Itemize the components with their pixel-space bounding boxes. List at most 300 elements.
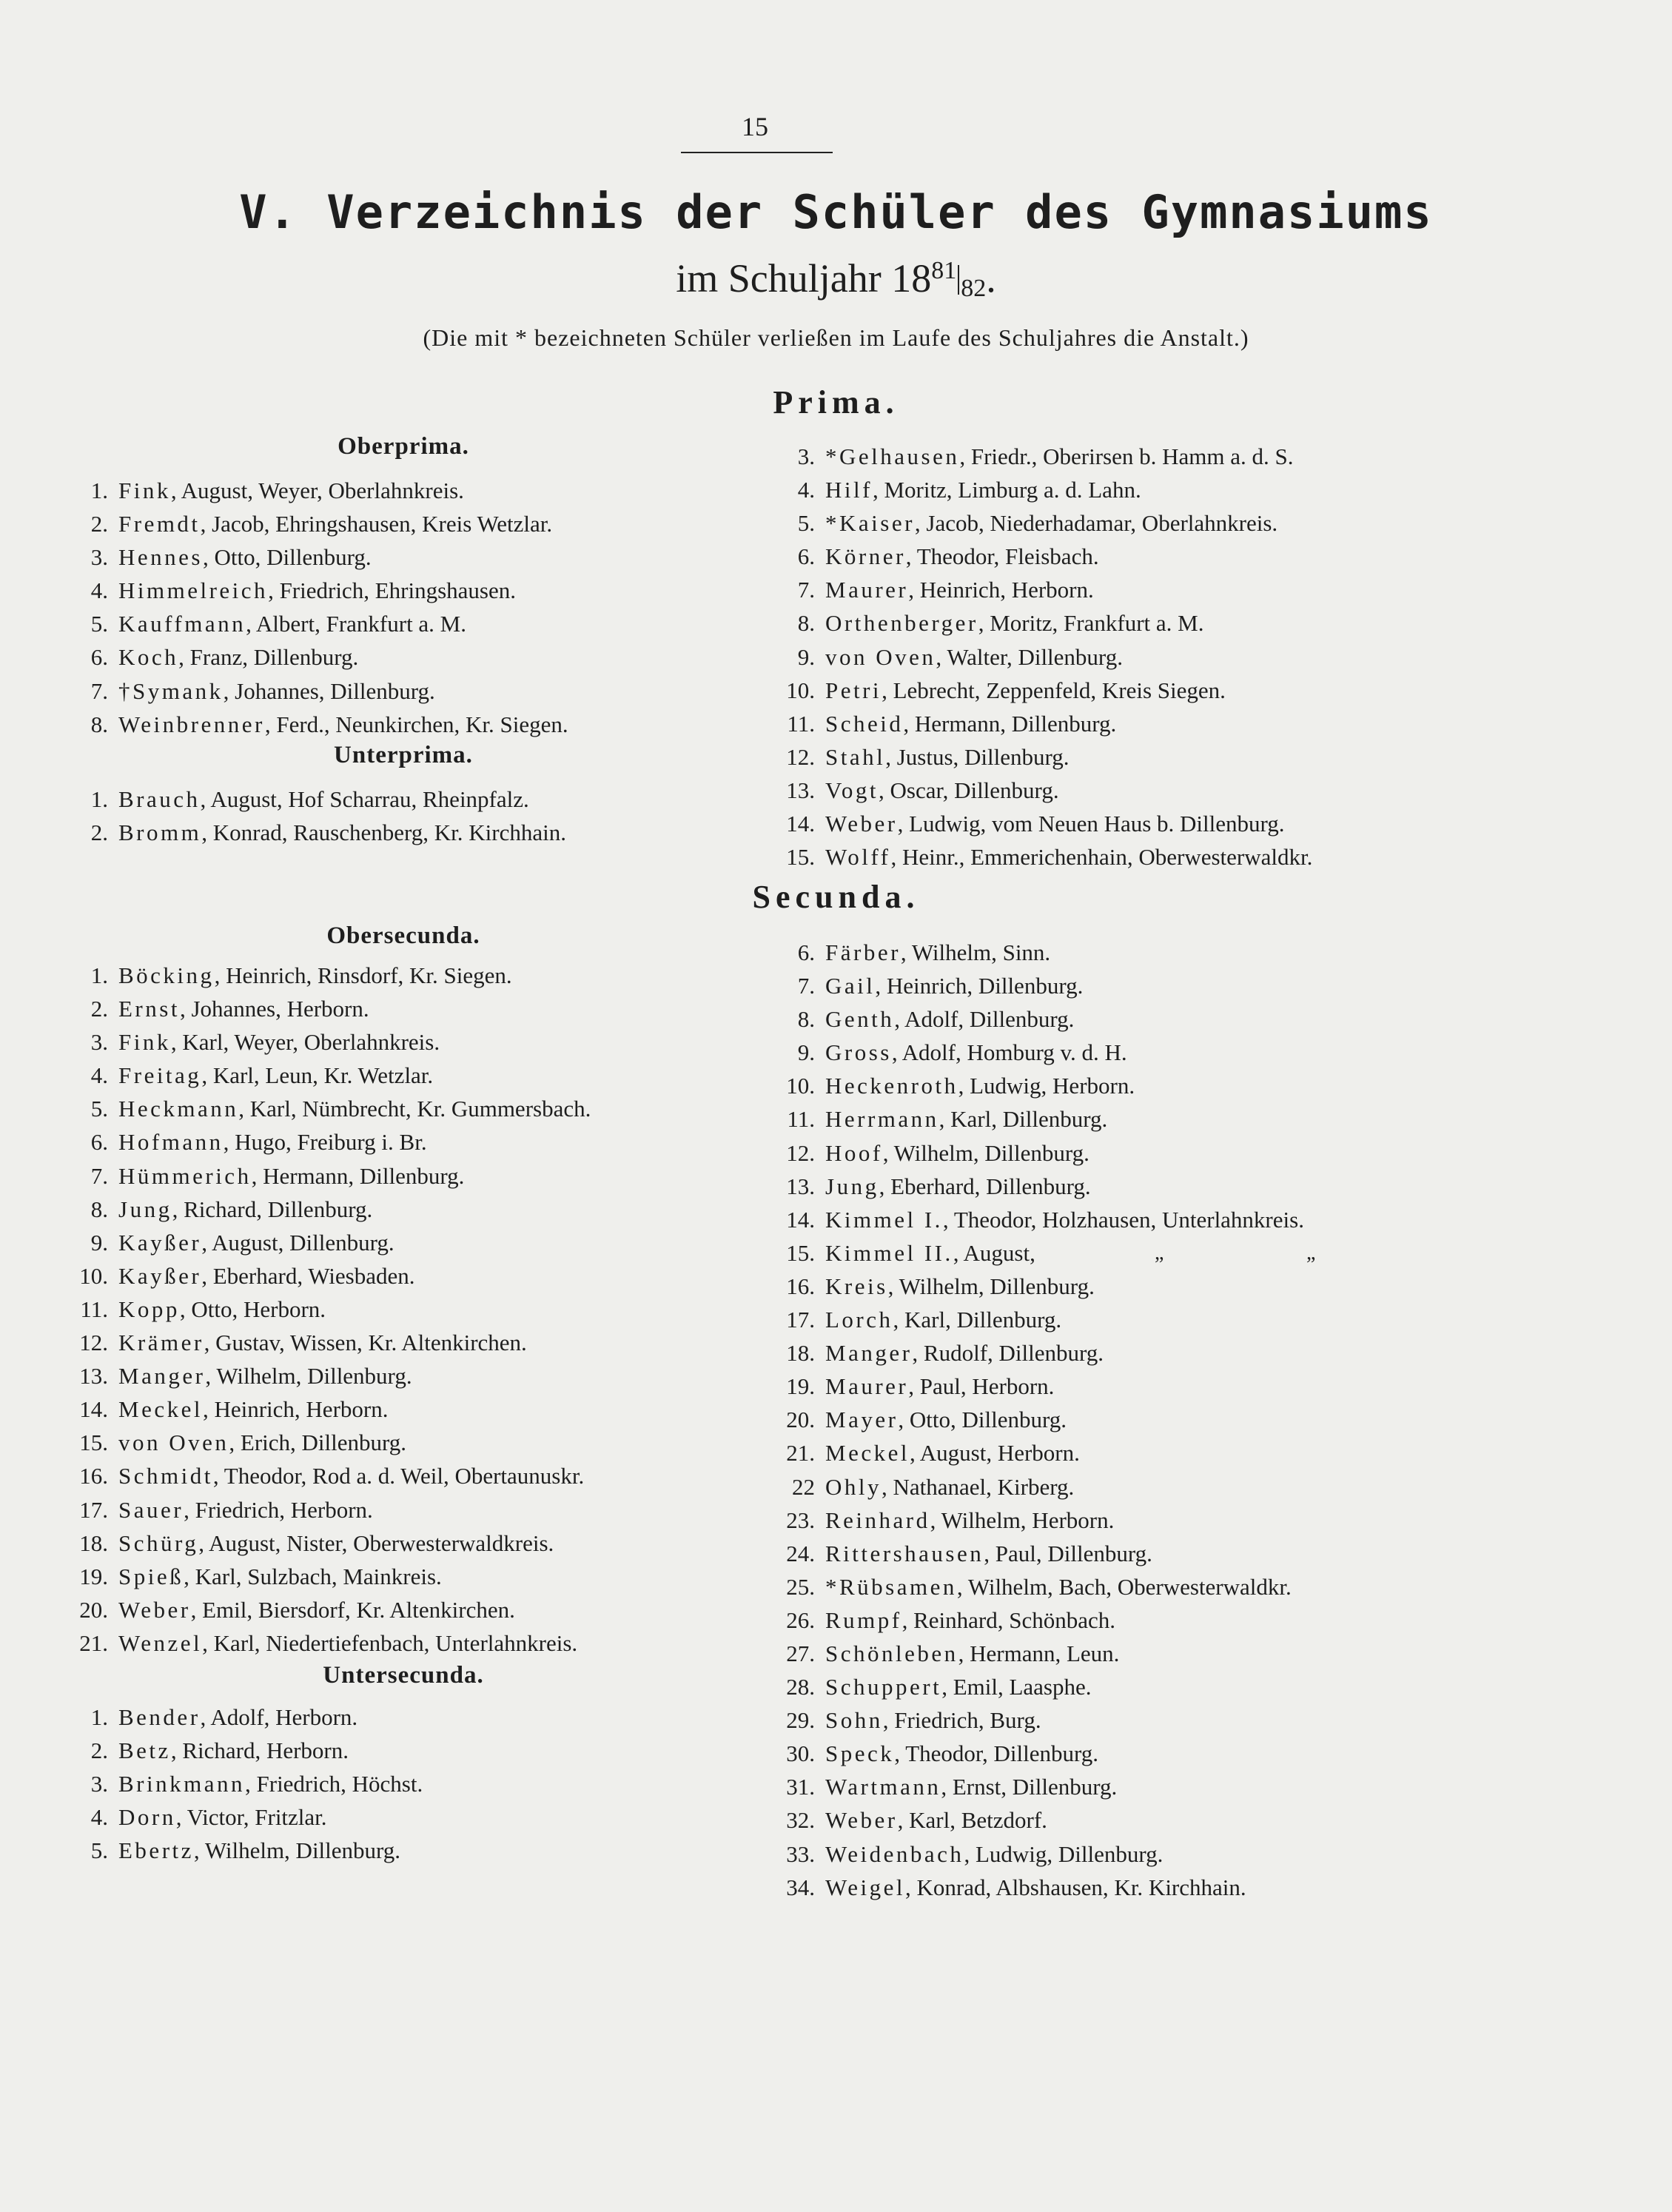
student-surname: Spieß [118, 1563, 184, 1589]
student-entry [751, 807, 1312, 840]
student-details: , Friedrich, Herborn. [184, 1496, 373, 1523]
student-details: , Heinrich, Herborn. [908, 577, 1094, 603]
student-surname: Kimmel II. [825, 1239, 953, 1266]
student-number: 5. [90, 611, 108, 637]
student-entry [751, 1537, 1304, 1570]
student-surname: Stahl [825, 743, 886, 770]
student-surname: Jung [118, 1196, 172, 1222]
student-entry [751, 1703, 1304, 1737]
student-entry [44, 1226, 591, 1259]
student-entry [751, 1570, 1304, 1603]
student-details: , August, Hof Scharrau, Rheinpfalz. [200, 786, 529, 812]
student-surname: Herrmann [825, 1106, 939, 1133]
student-number: 7. [797, 973, 815, 999]
student-entry [44, 1092, 591, 1125]
student-entry [751, 473, 1312, 506]
student-surname: Sauer [118, 1496, 184, 1523]
student-surname: Körner [825, 543, 906, 570]
student-number: 10. [786, 677, 815, 703]
student-details: , Franz, Dillenburg. [178, 644, 359, 671]
student-entry [44, 1767, 423, 1800]
student-details: , Richard, Herborn. [170, 1737, 349, 1764]
student-details: , Johannes, Dillenburg. [223, 677, 435, 704]
student-number: 25. [786, 1573, 815, 1600]
student-number: 7. [90, 677, 108, 704]
student-surname: Hümmerich [118, 1162, 252, 1189]
student-number: 6. [90, 644, 108, 671]
student-entry [751, 1837, 1304, 1871]
student-entry [751, 1603, 1304, 1637]
student-number: 8. [90, 711, 108, 737]
student-details: , Friedrich, Ehringshausen. [268, 577, 516, 604]
student-surname: Brauch [118, 786, 201, 812]
heading-unterprima: Unterprima. [334, 742, 473, 768]
student-entry [44, 1800, 423, 1834]
student-entry [751, 1002, 1304, 1036]
student-entry [44, 574, 568, 607]
student-surname: Weinbrenner [118, 711, 265, 737]
student-number: 9. [90, 1229, 108, 1256]
student-number: 10. [79, 1262, 108, 1289]
student-details: , Wilhelm, Dillenburg. [193, 1837, 401, 1864]
student-entry [44, 708, 568, 741]
student-details: , Heinrich, Herborn. [202, 1396, 389, 1423]
student-entry [751, 1670, 1304, 1703]
student-entry [751, 1637, 1304, 1670]
student-entry [44, 1125, 591, 1159]
student-entry [751, 606, 1312, 640]
student-surname: Weber [825, 811, 898, 837]
student-surname: Gail [825, 973, 876, 999]
document-subtitle [0, 255, 1672, 303]
student-surname: Betz [118, 1737, 171, 1764]
student-details: , Hermann, Dillenburg. [903, 710, 1117, 737]
student-details: , Theodor, Rod a. d. Weil, Obertaunuskr. [212, 1463, 585, 1489]
student-surname: †Symank [118, 677, 224, 704]
student-surname: Kauffmann [118, 611, 246, 637]
student-details: , Friedrich, Höchst. [245, 1771, 423, 1797]
student-details: , Johannes, Herborn. [179, 996, 369, 1022]
student-number: 19. [786, 1373, 815, 1400]
student-details: , Karl, Nümbrecht, Kr. Gummersbach. [238, 1096, 591, 1122]
student-details: , Heinrich, Rinsdorf, Kr. Siegen. [214, 962, 512, 988]
student-details: , Albert, Frankfurt a. M. [246, 611, 466, 637]
student-details: , Theodor, Fleisbach. [905, 543, 1099, 570]
student-details: , Justus, Dillenburg. [885, 743, 1070, 770]
student-number: 16. [79, 1463, 108, 1489]
student-surname: Weigel [825, 1874, 906, 1900]
student-entry [44, 1392, 591, 1426]
student-entry [751, 440, 1312, 473]
student-number: 13. [786, 1173, 815, 1199]
student-details: , Wilhelm, Dillenburg. [882, 1139, 1090, 1166]
student-surname: Schmidt [118, 1463, 213, 1489]
student-details: , Victor, Fritzlar. [175, 1804, 327, 1831]
student-surname: Rittershausen [825, 1540, 984, 1566]
student-entry [44, 1834, 423, 1867]
student-number: 1. [90, 477, 108, 503]
student-surname: Schönleben [825, 1640, 958, 1666]
student-number: 24. [786, 1540, 815, 1566]
student-number: 4. [90, 577, 108, 604]
student-details: , Moritz, Limburg a. d. Lahn. [872, 477, 1141, 503]
student-number: 3. [90, 1771, 108, 1797]
student-details: , Wilhelm, Dillenburg. [887, 1273, 1095, 1299]
student-entry [44, 474, 568, 507]
student-number: 1. [90, 962, 108, 988]
student-entry [751, 840, 1312, 874]
student-entry [44, 1734, 423, 1767]
student-number: 6. [797, 543, 815, 570]
student-details: , Heinr., Emmerichenhain, Oberwesterwaldkr. [890, 844, 1313, 871]
student-surname: Rumpf [825, 1606, 902, 1633]
student-surname: Reinhard [825, 1506, 930, 1533]
student-number: 12. [786, 743, 815, 770]
student-surname: Meckel [118, 1396, 203, 1423]
student-number: 5. [90, 1837, 108, 1864]
student-entry [751, 506, 1312, 540]
student-number: 15. [79, 1430, 108, 1456]
student-entry [751, 969, 1304, 1002]
student-entry [751, 1336, 1304, 1370]
student-entry [44, 1560, 591, 1593]
page-number-rule [681, 152, 833, 153]
student-surname: Lorch [825, 1307, 893, 1333]
student-entry [751, 1770, 1304, 1803]
student-details: , Hermann, Leun. [958, 1640, 1120, 1666]
student-number: 11. [80, 1296, 108, 1322]
student-entry [44, 640, 568, 674]
student-details: , Emil, Biersdorf, Kr. Altenkirchen. [190, 1596, 515, 1623]
student-entry [751, 1170, 1304, 1203]
student-details: , Ludwig, vom Neuen Haus b. Dillenburg. [897, 811, 1285, 837]
student-surname: Meckel [825, 1440, 910, 1467]
student-number: 1. [90, 1704, 108, 1730]
student-surname: Schuppert [825, 1674, 942, 1700]
student-details: , Ludwig, Herborn. [958, 1073, 1135, 1099]
student-surname: Fink [118, 1029, 171, 1056]
list-secunda-continued [751, 936, 1316, 1904]
student-surname: Bromm [118, 820, 202, 846]
student-surname: Weidenbach [825, 1840, 964, 1867]
student-surname: Maurer [825, 1373, 909, 1400]
student-surname: Hennes [118, 544, 203, 571]
student-surname: Gross [825, 1039, 892, 1066]
student-number: 4. [797, 477, 815, 503]
student-details: , Adolf, Dillenburg. [894, 1006, 1075, 1033]
student-number: 22 [792, 1473, 815, 1500]
student-number: 6. [90, 1129, 108, 1156]
student-entry [751, 1203, 1304, 1236]
student-entry [751, 1370, 1304, 1403]
student-details: , Karl, Dillenburg. [939, 1106, 1108, 1133]
student-number: 2. [90, 1737, 108, 1764]
student-surname: Wenzel [118, 1629, 203, 1656]
student-number: 4. [90, 1062, 108, 1089]
ditto-mark: „ [1306, 1241, 1316, 1264]
student-entry [751, 1737, 1304, 1770]
student-details: , Eberhard, Wiesbaden. [201, 1262, 415, 1289]
student-number: 19. [79, 1563, 108, 1589]
student-surname: Maurer [825, 577, 909, 603]
student-details: , Theodor, Dillenburg. [894, 1740, 1098, 1767]
student-surname: Koch [118, 644, 179, 671]
student-entry [751, 573, 1312, 606]
student-details: , Rudolf, Dillenburg. [912, 1340, 1104, 1367]
student-details: , Paul, Herborn. [908, 1373, 1055, 1400]
student-number: 12. [79, 1330, 108, 1356]
student-surname: Ebertz [118, 1837, 194, 1864]
page-number: 15 [742, 112, 768, 141]
student-entry [44, 959, 591, 992]
student-surname: von Oven [825, 643, 936, 670]
student-entry [44, 1459, 591, 1492]
student-details: , Karl, Niedertiefenbach, Unterlahnkreis. [202, 1629, 578, 1656]
student-entry [44, 1700, 423, 1734]
heading-untersecunda: Untersecunda. [323, 1662, 484, 1689]
student-details: , Karl, Leun, Kr. Wetzlar. [201, 1062, 434, 1089]
student-surname: Fink [118, 477, 171, 503]
document-title: V. Verzeichnis der Schüler des Gymnasiums [239, 185, 1433, 239]
student-details: , August, Nister, Oberwesterwaldkreis. [198, 1529, 554, 1556]
student-details: , Otto, Dillenburg. [202, 544, 372, 571]
student-number: 28. [786, 1674, 815, 1700]
student-number: 8. [797, 1006, 815, 1033]
student-number: 20. [79, 1596, 108, 1623]
student-surname: Manger [118, 1363, 206, 1390]
student-surname: Färber [825, 939, 901, 965]
student-surname: Speck [825, 1740, 895, 1767]
list-untersecunda [44, 1700, 423, 1867]
student-entry [44, 816, 566, 849]
student-details: , Ludwig, Dillenburg. [964, 1840, 1164, 1867]
student-details: , Konrad, Albshausen, Kr. Kirchhain. [905, 1874, 1246, 1900]
student-number: 1. [90, 786, 108, 812]
student-entry [44, 992, 591, 1025]
student-details: , Otto, Dillenburg. [898, 1407, 1067, 1433]
student-surname: Brinkmann [118, 1771, 245, 1797]
student-number: 21. [786, 1440, 815, 1467]
student-surname: Weber [118, 1596, 191, 1623]
student-entry [751, 540, 1312, 573]
student-entry [751, 640, 1312, 674]
student-details: , Erich, Dillenburg. [229, 1430, 407, 1456]
student-details: , Jacob, Niederhadamar, Oberlahnkreis. [914, 510, 1278, 537]
student-details: , Wilhelm, Dillenburg. [205, 1363, 412, 1390]
student-number: 5. [797, 510, 815, 537]
student-number: 21. [79, 1629, 108, 1656]
student-number: 16. [786, 1273, 815, 1299]
student-surname: Hofmann [118, 1129, 224, 1156]
student-details: , August, Dillenburg. [201, 1229, 395, 1256]
year-separator [958, 265, 959, 295]
student-details: , Lebrecht, Zeppenfeld, Kreis Siegen. [882, 677, 1226, 703]
student-entry [751, 1436, 1304, 1469]
student-surname: Kreis [825, 1273, 888, 1299]
student-details: , Konrad, Rauschenberg, Kr. Kirchhain. [201, 820, 566, 846]
student-entry [44, 507, 568, 540]
student-details: , Theodor, Holzhausen, Unterlahnkreis. [942, 1206, 1304, 1233]
student-number: 5. [90, 1096, 108, 1122]
student-surname: Wolff [825, 844, 891, 871]
student-entry [44, 1293, 591, 1326]
student-number: 31. [786, 1774, 815, 1800]
student-entry [751, 1504, 1304, 1537]
student-number: 13. [786, 777, 815, 803]
student-entry [751, 1270, 1304, 1303]
student-entry [751, 1403, 1304, 1436]
student-entry [44, 1493, 591, 1526]
student-number: 27. [786, 1640, 815, 1666]
student-surname: Heckenroth [825, 1073, 958, 1099]
student-surname: Orthenberger [825, 610, 978, 637]
student-entry [44, 1593, 591, 1626]
student-surname: Weber [825, 1807, 898, 1834]
student-entry [44, 1059, 591, 1092]
student-number: 4. [90, 1804, 108, 1831]
heading-oberprima: Oberprima. [338, 433, 469, 460]
student-surname: Ernst [118, 996, 180, 1022]
student-details: , Karl, Sulzbach, Mainkreis. [184, 1563, 442, 1589]
student-entry [44, 1025, 591, 1059]
student-details: , Karl, Betzdorf. [897, 1807, 1047, 1834]
student-entry [751, 1102, 1304, 1136]
student-details: , Eberhard, Dillenburg. [879, 1173, 1091, 1199]
student-details: , Richard, Dillenburg. [172, 1196, 373, 1222]
student-number: 15. [786, 1239, 815, 1266]
student-number: 18. [79, 1529, 108, 1556]
student-surname: *Rübsamen [825, 1573, 957, 1600]
student-surname: Freitag [118, 1062, 202, 1089]
student-number: 15. [786, 844, 815, 871]
student-details: , Friedr., Oberirsen b. Hamm a. d. S. [959, 443, 1294, 469]
student-details: , Ferd., Neunkirchen, Kr. Siegen. [264, 711, 568, 737]
student-entry [751, 1871, 1304, 1904]
student-surname: Heckmann [118, 1096, 239, 1122]
student-details: , Wilhelm, Herborn. [930, 1506, 1115, 1533]
student-number: 8. [797, 610, 815, 637]
note: (Die mit * bezeichneten Schüler verließen im Laufe des Schuljahres die Anstalt.) [423, 324, 1249, 351]
student-surname: Ohly [825, 1473, 882, 1500]
student-number: 18. [786, 1340, 815, 1367]
student-details: , Wilhelm, Sinn. [900, 939, 1051, 965]
student-number: 2. [90, 511, 108, 537]
student-details: , Walter, Dillenburg. [936, 643, 1123, 670]
list-unterprima [44, 782, 566, 849]
student-surname: Kayßer [118, 1229, 202, 1256]
student-details: , Adolf, Herborn. [200, 1704, 358, 1730]
section-title-prima: Prima. [773, 384, 899, 420]
student-number: 8. [90, 1196, 108, 1222]
student-surname: *Kaiser [825, 510, 915, 537]
student-number: 14. [79, 1396, 108, 1423]
student-surname: Hilf [825, 477, 873, 503]
student-entry [751, 1069, 1304, 1102]
student-entry [751, 1236, 1316, 1270]
student-number: 14. [786, 1206, 815, 1233]
student-number: 23. [786, 1506, 815, 1533]
student-entry [44, 782, 566, 816]
student-number: 30. [786, 1740, 815, 1767]
student-entry [751, 1303, 1304, 1336]
student-number: 7. [90, 1162, 108, 1189]
student-number: 6. [797, 939, 815, 965]
subtitle-year-sup: 81 [931, 257, 957, 284]
list-oberprima [44, 474, 568, 741]
student-number: 14. [786, 811, 815, 837]
student-details: , Gustav, Wissen, Kr. Altenkirchen. [204, 1330, 527, 1356]
student-number: 7. [797, 577, 815, 603]
subtitle-year-sub: 82 [961, 275, 987, 302]
student-details: , Nathanael, Kirberg. [882, 1473, 1075, 1500]
student-surname: Fremdt [118, 511, 201, 537]
student-surname: *Gelhausen [825, 443, 960, 469]
student-details: , August, [953, 1239, 1035, 1266]
student-surname: Scheid [825, 710, 904, 737]
student-number: 17. [79, 1496, 108, 1523]
section-title-secunda: Secunda. [752, 879, 920, 915]
student-surname: Himmelreich [118, 577, 269, 604]
student-details: , Emil, Laasphe. [941, 1674, 1092, 1700]
student-surname: Mayer [825, 1407, 899, 1433]
student-number: 3. [90, 1029, 108, 1056]
student-entry [44, 674, 568, 708]
student-details: , Ernst, Dillenburg. [941, 1774, 1118, 1800]
student-details: , Adolf, Homburg v. d. H. [891, 1039, 1127, 1066]
student-number: 11. [787, 1106, 815, 1133]
student-number: 13. [79, 1363, 108, 1390]
student-surname: von Oven [118, 1430, 229, 1456]
student-surname: Jung [825, 1173, 879, 1199]
student-number: 26. [786, 1606, 815, 1633]
student-entry [751, 1803, 1304, 1837]
student-entry [44, 1359, 591, 1392]
student-number: 29. [786, 1707, 815, 1734]
student-surname: Dorn [118, 1804, 176, 1831]
student-entry [44, 1626, 591, 1660]
student-surname: Krämer [118, 1330, 204, 1356]
list-obersecunda [44, 959, 591, 1660]
student-details: , Otto, Herborn. [179, 1296, 326, 1322]
student-details: , Heinrich, Dillenburg. [875, 973, 1084, 999]
student-number: 11. [787, 710, 815, 737]
student-surname: Hoof [825, 1139, 883, 1166]
heading-obersecunda: Obersecunda. [326, 922, 480, 949]
student-number: 17. [786, 1307, 815, 1333]
student-number: 2. [90, 820, 108, 846]
student-entry [751, 1036, 1304, 1069]
student-entry [44, 1259, 591, 1293]
student-entry [44, 1326, 591, 1359]
student-number: 9. [797, 1039, 815, 1066]
student-surname: Kimmel I. [825, 1206, 943, 1233]
student-number: 34. [786, 1874, 815, 1900]
student-number: 32. [786, 1807, 815, 1834]
student-surname: Kopp [118, 1296, 180, 1322]
student-entry [751, 1470, 1304, 1504]
student-details: , Oscar, Dillenburg. [879, 777, 1059, 803]
list-prima-continued [751, 440, 1312, 874]
student-surname: Sohn [825, 1707, 883, 1734]
student-details: , Karl, Weyer, Oberlahnkreis. [170, 1029, 440, 1056]
student-entry [44, 1193, 591, 1226]
student-details: , Hermann, Dillenburg. [251, 1162, 465, 1189]
student-number: 9. [797, 643, 815, 670]
student-number: 12. [786, 1139, 815, 1166]
student-details: , Friedrich, Burg. [882, 1707, 1041, 1734]
student-details: , August, Weyer, Oberlahnkreis. [170, 477, 464, 503]
student-number: 20. [786, 1407, 815, 1433]
